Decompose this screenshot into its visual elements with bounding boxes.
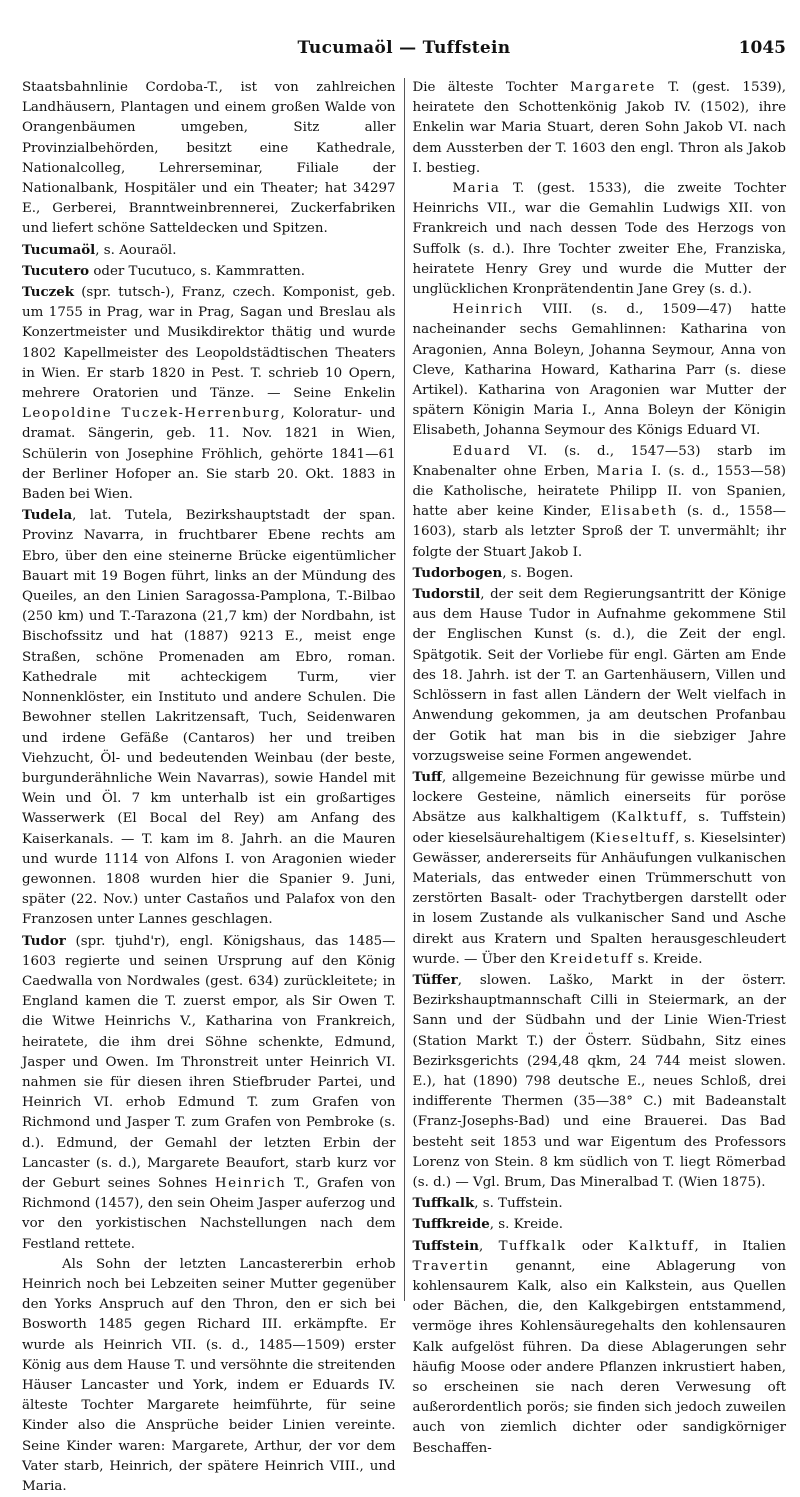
entry-text: Staatsbahnlinie Cordoba-T., ist von zahlreichen Landhäusern, Plantagen und einem großen Walde von Orangenbäumen umgeben, Sitz aller Provinzialbehörden, besitzt eine Kathedrale, Nationalcolleg, Lehrerseminar, Filiale der Nationalbank, Hospitäler und ein Theater; hat 34297 E., Gerberei, Branntweinbrennerei, Zuckerfabriken und liefert schöne Satteldecken und Spitzen. bbox=[22, 80, 396, 237]
entry-headword: Tuff bbox=[412, 768, 442, 785]
entry-text: (spr. tutsch-), Franz, czech. Komponist, geb. um 1755 in Prag, war in Prag, Sagan und Breslau als Konzertmeister und Musikdirektor thätig und wurde 1802 Kapellmeister des Leopoldstädtischen Theaters in Wien. Er starb 1820 in Pest. T. schrieb 10 Opern, mehrere Oratorien und Tänze. — Seine Enkelin bbox=[22, 285, 396, 402]
entry-headword: Tudorbogen bbox=[412, 564, 503, 581]
spaced-emphasis: Margarete bbox=[570, 80, 656, 95]
entry-text: Die älteste Tochter bbox=[412, 80, 571, 95]
spaced-emphasis: Tuffkalk bbox=[498, 1238, 567, 1254]
entry-paragraph bbox=[22, 240, 396, 261]
entry-paragraph bbox=[22, 261, 396, 282]
entry-text: oder bbox=[566, 1238, 629, 1254]
entry-text: , s. Tuffstein) oder kieselsäurehaltigem ( bbox=[412, 810, 786, 846]
entry-text: , der seit dem Regierungsantritt der Könige aus dem Hause Tudor in Aufnahme gekommene Stil der Englischen Kunst (s. d.), die Zeit der engl. Spätgotik. Seit der Vorliebe für engl. Gärten am Ende des 18. Jahrh. ist der T. an Gartenhäusern, Villen und Schlössern in fast allen Ländern der Welt vielfach in Anwendung gekommen, ja am deutschen Profanbau der Gotik hat man bis in die siebziger Jahre vorzugsweise seine Formen angewendet. bbox=[412, 587, 786, 764]
entry-paragraph bbox=[412, 1193, 786, 1214]
entry-headword: Tudor bbox=[22, 932, 66, 949]
entry-paragraph bbox=[412, 442, 786, 563]
spaced-emphasis: Maria bbox=[452, 181, 501, 197]
entry-paragraph bbox=[412, 767, 786, 970]
entry-headword: Tuffstein bbox=[412, 1237, 480, 1254]
entry-text: VIII. (s. d., 1509—47) hatte nacheinander sechs Gemahlinnen: Katharina von Aragonien, Anna Boleyn, Johanna Seymour, Anna von Cleve, Katharina Howard, Katharina Parr (s. diese Artikel). Katharina von Aragonien war Mutter der spätern Königin Maria I., Anna Boleyn der Königin Elisabeth, Johanna Seymour des Königs Eduard VI. bbox=[412, 302, 786, 439]
page-header bbox=[22, 20, 786, 60]
entry-paragraph bbox=[412, 78, 786, 179]
entry-text: oder Tucutuco, s. Kammratten. bbox=[89, 263, 306, 279]
spaced-emphasis: Travertin bbox=[412, 1258, 490, 1274]
entry-text: , s. Bogen. bbox=[502, 565, 574, 581]
entry-headword: Tudorstil bbox=[412, 586, 481, 603]
entry-paragraph bbox=[22, 1255, 396, 1497]
spaced-emphasis: Elisabeth bbox=[600, 504, 678, 520]
entry-headword: Tuffkalk bbox=[412, 1195, 475, 1212]
entry-headword: Tüffer bbox=[412, 971, 458, 988]
entry-text: , in Italien bbox=[694, 1238, 786, 1254]
entry-headword: Tuczek bbox=[22, 284, 75, 301]
entry-text: , s. Kieselsinter) Gewässer, andererseits für Anhäufungen vulkanischen Materials, das entweder einen Trümmerschutt von zerstörten Basalt- oder Trachytbergen darstellt oder in losem Zustande als vulkanischer Sand und Asche direkt aus Kratern und Spalten herausgeschleudert wurde. — Über den bbox=[412, 830, 786, 967]
spaced-emphasis: Kreidetuff bbox=[549, 951, 634, 967]
spaced-emphasis: Heinrich bbox=[452, 302, 524, 318]
entry-paragraph bbox=[22, 78, 396, 240]
entry-text: , allgemeine Bezeichnung für gewisse mürbe und lockere Gesteine, nämlich einerseits für poröse Absätze aus kalkhaltigem ( bbox=[412, 769, 786, 826]
entry-text: , s. Kreide. bbox=[489, 1217, 564, 1233]
left-column bbox=[22, 78, 396, 1495]
entry-text: T. (gest. 1533), die zweite Tochter Heinrichs VII., war die Gemahlin Ludwigs XII. von Frankreich und nach dessen Tode des Herzogs von Suffolk (s. d.). Ihre Tochter zweiter Ehe, Franziska, heiratete Henry Grey und wurde die Mutter der unglücklichen Kronprätendentin Jane Grey (s. d.). bbox=[412, 181, 786, 298]
entry-paragraph bbox=[22, 505, 396, 930]
entry-paragraph bbox=[22, 931, 396, 1255]
running-title: Tucumaöl — Tuffstein bbox=[297, 38, 511, 58]
spaced-emphasis: Eduard bbox=[452, 443, 512, 459]
entry-paragraph bbox=[412, 563, 786, 584]
entry-headword: Tucutero bbox=[22, 262, 90, 279]
spaced-emphasis: Leopoldine Tuczek-Herrenburg bbox=[22, 406, 281, 422]
spaced-emphasis: Kalktuff bbox=[616, 810, 683, 826]
entry-text: Als Sohn der letzten Lancastererbin erhob Heinrich noch bei Lebzeiten seiner Mutter gegenüber den Yorks Anspruch auf den Thron, den er sich bei Bosworth 1485 gegen Richard III. erkämpfte. Er wurde als Heinrich VII. (s. d., 1485—1509) erster König aus dem Hause T. und versöhnte die streitenden Häuser Lancaster und York, indem er Eduards IV. älteste Tochter Margarete heimführte, für seine Kinder also die Ansprüche beider Linien vereinte. Seine Kinder waren: Margarete, Arthur, der vor dem Vater starb, Heinrich, der spätere Heinrich VIII., und Maria. bbox=[22, 1256, 396, 1495]
entry-text: s. Kreide. bbox=[633, 951, 703, 967]
entry-headword: Tuffkreide bbox=[412, 1216, 490, 1233]
entry-headword: Tudela bbox=[22, 507, 73, 524]
entry-paragraph bbox=[412, 179, 786, 300]
entry-text: , s. Tuffstein. bbox=[474, 1196, 563, 1212]
column-divider bbox=[404, 78, 405, 1301]
entry-text: (s. d., 1558—1603), starb als letzter Sproß der T. unvermählt; ihr folgte der Stuart Jakob I. bbox=[412, 504, 786, 560]
entry-headword: Tucumaöl bbox=[22, 241, 96, 258]
entry-paragraph bbox=[412, 1214, 786, 1235]
entry-text: , lat. Tutela, Bezirkshauptstadt der span. Provinz Navarra, in fruchtbarer Ebene rechts am Ebro, über den eine steinerne Brücke eigentümlicher Bauart mit 19 Bogen führt, links an der Mündung des Queiles, an den Linien Saragossa-Pamplona, T.-Bilbao (250 km) und T.-Tarazona (21,7 km) der Nordbahn, ist Bischofssitz und hat (1887) 9213 E., meist enge Straßen, schöne Promenaden am Ebro, roman. Kathedrale mit achteckigem Turm, vier Nonnenklöster, ein Instituto und andere Schulen. Die Bewohner stellen Lakritzensaft, Tuch, Seidenwaren und irdene Gefäße (Cantaros) her und treiben Viehzucht, Öl- und bedeutenden Weinbau (der beste, burgunderähnliche Wein Navarras), sowie Handel mit Wein und Öl. 7 km unterhalb ist ein großartiges Wasserwerk (El Bocal del Rey) am Anfang des Kaiserkanals. — T. kam im 8. Jahrh. an die Mauren und wurde 1114 von Alfons I. von Aragonien wieder gewonnen. 1808 wurden hier die Spanier 9. Juni, später (22. Nov.) unter Castaños und Palafox von den Franzosen unter Lannes geschlagen. bbox=[22, 508, 396, 928]
entry-paragraph bbox=[412, 300, 786, 441]
entry-text: (spr. tjuhd'r), engl. Königshaus, das 1485—1603 regierte und seinen Ursprung auf den König Caedwalla von Nordwales (gest. 634) zurückleitete; in England kamen die T. zuerst empor, als Sir Owen T. die Witwe Heinrichs V., Katharina von Frankreich, heiratete, die ihm drei Söhne schenkte, Edmund, Jasper und Owen. Im Thronstreit unter Heinrich VI. nahmen sie für diesen ihren Stiefbruder Partei, und Heinrich VI. erhob Edmund T. zum Grafen von Richmond und Jasper T. zum Grafen von Pembroke (s. d.). Edmund, der Gemahl der letzten Erbin der Lancaster (s. d.), Margarete Beaufort, starb kurz vor der Geburt seines Sohnes bbox=[22, 933, 396, 1191]
entry-text: , bbox=[479, 1238, 499, 1254]
spaced-emphasis: Heinrich bbox=[214, 1175, 287, 1191]
spaced-emphasis: Kalktuff bbox=[628, 1238, 695, 1254]
entry-text: VI. (s. d., 1547—53) starb im Knabenalter ohne Erben, bbox=[412, 443, 786, 479]
entry-text: , s. Aouraöl. bbox=[95, 242, 177, 258]
right-column bbox=[412, 78, 786, 1456]
spaced-emphasis: Maria bbox=[596, 463, 645, 479]
entry-paragraph bbox=[412, 1236, 786, 1459]
entry-text: genannt, eine Ablagerung von kohlensaurem Kalk, also ein Kalkstein, aus Quellen oder Bächen, die, den Kalkgebirgen entstammend, vermöge ihres Kohlensäuregehalts den kohlensauren Kalk aufgelöst führen. Da diese Ablagerungen sehr häufig Moose oder andere Pflanzen inkrustiert haben, so erscheinen sie nach deren Verwesung oft außerordentlich porös; sie finden sich jedoch zuweilen auch von ziemlich dichter oder sandigkörniger Beschaffen- bbox=[412, 1258, 786, 1456]
entry-text: T. (gest. 1539), heiratete den Schottenkönig Jakob IV. (1502), ihre Enkelin war Maria Stuart, deren Sohn Jakob VI. nach dem Aussterben der T. 1603 den engl. Thron als Jakob I. bestieg. bbox=[412, 80, 786, 176]
text-columns bbox=[22, 78, 786, 1495]
entry-text: T., Grafen von Richmond (1457), den sein Oheim Jasper auferzog und vor den yorkistischen Nachstellungen nach dem Festland rettete. bbox=[22, 1175, 396, 1252]
entry-text: , slowen. Laško, Markt in der österr. Bezirkshauptmannschaft Cilli in Steiermark, an der Sann und der Südbahn und der Linie Wien-Triest (Station Markt T.) der Österr. Südbahn, Sitz eines Bezirksgerichts (294,48 qkm, 24 744 meist slowen. E.), hat (1890) 798 deutsche E., neues Schloß, drei indifferente Thermen (35—38° C.) mit Badeanstalt (Franz-Josephs-Bad) und eine Brauerei. Das Bad besteht seit 1853 und war Eigentum des Professors Lorenz von Stein. 8 km südlich von T. liegt Römerbad (s. d.) — Vgl. Brum, Das Mineralbad T. (Wien 1875). bbox=[412, 972, 786, 1190]
entry-paragraph bbox=[412, 584, 786, 767]
entry-text: I. (s. d., 1553—58) die Katholische, heiratete Philipp II. von Spanien, hatte aber keine Kinder, bbox=[412, 463, 786, 520]
entry-text: , Koloratur- und dramat. Sängerin, geb. 11. Nov. 1821 in Wien, Schülerin von Josephine Fröhlich, gehörte 1841—61 der Berliner Hofoper an. Sie starb 20. Okt. 1883 in Baden bei Wien. bbox=[22, 406, 396, 503]
entry-paragraph bbox=[412, 970, 786, 1193]
entry-paragraph bbox=[22, 282, 396, 505]
spaced-emphasis: Kieseltuff bbox=[595, 830, 676, 846]
page-number: 1045 bbox=[738, 38, 786, 58]
